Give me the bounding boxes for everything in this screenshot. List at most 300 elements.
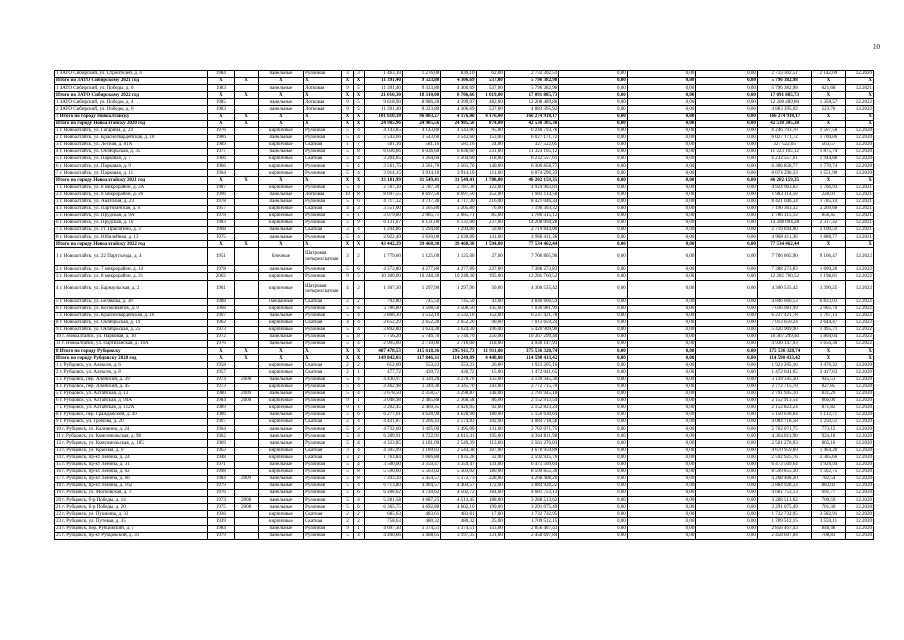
table-cell: 4 399,97 [441, 99, 476, 106]
table-cell: 7 013 659,24 [757, 319, 811, 326]
table-cell: 2 ЗАТО Сибирский, ул. Победы, д. 6 [55, 106, 208, 113]
table-cell: 5 [353, 99, 364, 106]
table-cell: 1 551,90 [812, 170, 845, 177]
table-cell: 480,32 [441, 518, 476, 525]
table-cell: X [845, 355, 873, 362]
table-cell: 0,00 [559, 170, 628, 177]
table-cell: 537,00 [476, 85, 504, 92]
table-cell: 7 343,39 [364, 475, 402, 482]
table-cell: 0,00 [696, 334, 758, 341]
table-cell: 23 г. Рубцовск, ул. Путевая, д. 35 [55, 518, 208, 525]
table-cell: 1976 [208, 127, 234, 134]
table-cell: 3 349,30 [402, 383, 440, 390]
table-cell: 1 198,81 [812, 273, 845, 280]
table-cell: 0,00 [559, 234, 628, 241]
table-cell: 27,00 [476, 248, 504, 266]
table-cell: 12.2021 [845, 227, 873, 234]
table-cell: 43,00 [476, 298, 504, 305]
table-cell: 0,00 [627, 504, 696, 511]
table-cell: 3 914,15 [364, 170, 402, 177]
table-cell: Скатная [304, 205, 342, 212]
table-cell: 0,00 [627, 419, 696, 426]
table-cell: 1964 [208, 426, 234, 433]
table-cell: 9 [342, 106, 353, 113]
table-cell: 2 652,20 [402, 319, 440, 326]
table-cell: 1 507,50 [812, 127, 845, 134]
table-cell: 227,00 [476, 266, 504, 273]
table-cell: 2008 [234, 504, 258, 511]
table-cell: 0,00 [559, 525, 628, 532]
table-cell: 12.2020 [845, 475, 873, 482]
table-cell: 2 733 302,51 [504, 71, 558, 78]
table-cell: 0,00 [559, 71, 628, 78]
table-cell: Рулонная [304, 412, 342, 419]
table-cell: 0,00 [696, 482, 758, 489]
table-cell: Рулонная [304, 468, 342, 475]
table-cell: 8 г. Новоалтайск, ул. Октябрьская, д. 19 [55, 319, 208, 326]
table-cell: 5 [353, 106, 364, 113]
table-cell: кирпичные [258, 273, 303, 280]
table-cell: 9 618,90 [364, 99, 402, 106]
table-cell: 0,00 [627, 326, 696, 333]
table-row [55, 334, 874, 341]
table-cell: блочные [258, 248, 303, 266]
table-cell: Рулонная [304, 390, 342, 397]
table-cell: 18 г. Рубцовск, пр-кт Ленина, д. 162 [55, 482, 208, 489]
table-cell: 0,00 [627, 383, 696, 390]
table-cell: Скатная [304, 156, 342, 163]
table-cell: 2 г. Рубцовск, ул. Алексея, д. 8 [55, 369, 208, 376]
table-cell: 4 930 147,93 [504, 341, 558, 348]
table-cell: 0,00 [696, 348, 758, 355]
table-cell: Рулонная [304, 127, 342, 134]
table-cell: 6 074 296,33 [757, 170, 811, 177]
table-cell: 4 883 395,92 [757, 106, 811, 113]
table-cell: 0,00 [696, 120, 758, 127]
table-cell: 2 368,58 [441, 397, 476, 404]
table-cell: 6 [353, 412, 364, 419]
table-cell: 2 485,88 [402, 397, 440, 404]
table-cell: Итого по городу Новоалтайску 2021 год [55, 177, 208, 184]
table-row [55, 234, 874, 241]
table-cell: 477,72 [364, 369, 402, 376]
table-cell: Рулонная [304, 497, 342, 504]
table-cell: 3 884 928,22 [757, 482, 811, 489]
table-cell: Рулонная [304, 234, 342, 241]
table-cell: панельные [258, 504, 303, 511]
table-cell: 1 [353, 525, 364, 532]
table-cell: 3 561,70 [402, 163, 440, 170]
table-cell: 140,00 [476, 163, 504, 170]
table-cell [234, 362, 258, 369]
table-cell: 166 274 918,17 [757, 113, 811, 120]
table-cell: 114 590 433,42 [757, 355, 811, 362]
table-cell: 153,00 [476, 134, 504, 141]
table-cell: 2009 [234, 390, 258, 397]
table-cell: 5 [342, 127, 353, 134]
table-cell: 2 710,00 [441, 341, 476, 348]
table-cell: Скатная [304, 362, 342, 369]
table-cell: 827,85 [812, 383, 845, 390]
table-cell: 12.2020 [845, 362, 873, 369]
table-cell: 106,00 [476, 326, 504, 333]
table-cell: 166 274 918,17 [504, 113, 558, 120]
table-cell: 12.2020 [845, 127, 873, 134]
table-cell: 2 [342, 298, 353, 305]
table-cell: 0,00 [559, 241, 628, 248]
table-cell: 2008 [234, 397, 258, 404]
table-cell: 4 [353, 227, 364, 234]
table-cell: 21 г. Рубцовск, б-р Победы, д. 20 [55, 504, 208, 511]
table-cell [234, 280, 258, 298]
table-cell: X [353, 78, 364, 85]
table-cell: 0,00 [559, 127, 628, 134]
table-cell: 0,00 [627, 461, 696, 468]
table-cell: 5 [342, 390, 353, 397]
table-cell: 2 [342, 362, 353, 369]
table-cell: 1971 [208, 461, 234, 468]
table-cell: 0,00 [627, 532, 696, 539]
table-cell: 6 833,03 [812, 298, 845, 305]
table-cell: 149 842,03 [364, 355, 402, 362]
table-cell: 0,00 [627, 78, 696, 85]
table-cell: 3 495,00 [402, 426, 440, 433]
table-cell: Скатная [304, 227, 342, 234]
table-cell: 4 [342, 319, 353, 326]
table-cell: 0,00 [696, 312, 758, 319]
table-cell: 3 543,60 [441, 134, 476, 141]
table-cell: 0,00 [559, 490, 628, 497]
table-cell: 0,00 [559, 85, 628, 92]
table-cell: 1 086,88 [402, 454, 440, 461]
table-cell: 581,16 [364, 141, 402, 148]
table-cell: 0,00 [627, 127, 696, 134]
table-cell [234, 468, 258, 475]
table-cell [234, 248, 258, 266]
table-cell: 184,00 [476, 490, 504, 497]
table-cell: 0,00 [559, 219, 628, 226]
table-cell: 237,00 [476, 219, 504, 226]
table-cell: 4 [353, 440, 364, 447]
table-cell: панельные [258, 71, 303, 78]
table-cell: X [208, 348, 234, 355]
table-cell: 2 [342, 518, 353, 525]
table-cell: 5 746,70 [402, 334, 440, 341]
table-cell: 12.2020 [845, 497, 873, 504]
table-cell: 2 [353, 454, 364, 461]
table-cell: 2 630,00 [441, 234, 476, 241]
table-cell: 0,00 [696, 85, 758, 92]
table-cell: 1 875,74 [812, 149, 845, 156]
table-cell: Итого по городу Рубцовску 2020 год [55, 355, 208, 362]
table-cell: 145,00 [476, 305, 504, 312]
table-cell: X [258, 348, 303, 355]
table-cell: 2 561 276,03 [757, 440, 811, 447]
table-cell: 5 [353, 273, 364, 280]
table-cell: 0,00 [696, 141, 758, 148]
table-cell: 0,00 [559, 326, 628, 333]
table-cell: 0,00 [627, 212, 696, 219]
table-row [55, 163, 874, 170]
table-row [55, 248, 874, 266]
table-cell: 0,00 [627, 490, 696, 497]
table-cell: 0,00 [627, 298, 696, 305]
table-cell: 3 048,98 [364, 397, 402, 404]
table-cell: 1 464,20 [812, 447, 845, 454]
table-cell: X [258, 355, 303, 362]
table-cell: 4 300 535,42 [757, 280, 811, 298]
table-cell: 6 232 557,61 [504, 156, 558, 163]
table-cell: 3 561,75 [364, 163, 402, 170]
table-cell: 0,00 [559, 141, 628, 148]
table-cell: 8 [353, 468, 364, 475]
table-cell: 0,00 [696, 397, 758, 404]
table-cell: 0,00 [627, 134, 696, 141]
table-cell: 2 005,70 [812, 305, 845, 312]
table-row [55, 468, 874, 475]
table-cell: 4 277,80 [441, 266, 476, 273]
table-cell: 621,68 [812, 85, 845, 92]
table-cell: 0,00 [627, 106, 696, 113]
table-cell: 1957 [208, 369, 234, 376]
table-row [55, 412, 874, 419]
table-cell: 2 385,66 [812, 454, 845, 461]
table-cell: 12.2020 [845, 141, 873, 148]
table-cell: 4 720,62 [402, 490, 440, 497]
table-cell: 8 Итого по городу Рубцовску [55, 348, 208, 355]
table-cell: 2 [353, 248, 364, 266]
table-cell: 3 189,83 [402, 447, 440, 454]
table-cell [234, 369, 258, 376]
table-cell: 0,00 [696, 454, 758, 461]
table-cell: 0,00 [559, 191, 628, 198]
table-row [55, 497, 874, 504]
table-cell: 10 г. Новоалтайск, ул. Парковая, д. 10 [55, 334, 208, 341]
table-cell: 6 246 793,76 [757, 127, 811, 134]
table-row [55, 170, 874, 177]
table-cell: 12 285 760,52 [757, 273, 811, 280]
table-cell: 0,00 [627, 447, 696, 454]
table-cell: 0,00 [696, 78, 758, 85]
table-cell: 12.2021 [845, 85, 873, 92]
table-cell: 6 277,61 [364, 412, 402, 419]
table-cell: 8 421 046,34 [504, 198, 558, 205]
table-cell: 5 [342, 219, 353, 226]
table-cell: 188,00 [476, 497, 504, 504]
table-cell: 2 358,57 [402, 390, 440, 397]
table-cell: 3 892,80 [364, 326, 402, 333]
table-cell: 1986 [208, 134, 234, 141]
table-cell: 118,00 [476, 341, 504, 348]
table-cell: Рулонная [304, 312, 342, 319]
table-cell: 1987 [208, 184, 234, 191]
table-cell: 846,48 [812, 525, 845, 532]
table-cell: 537,00 [476, 106, 504, 113]
table-cell: X [258, 120, 303, 127]
table-cell: 25,00 [476, 518, 504, 525]
table-cell: 4 968 411,36 [504, 234, 558, 241]
table-cell: 1974 [208, 376, 234, 383]
table-cell: 0,00 [559, 376, 628, 383]
table-cell: 3 266,43 [402, 419, 440, 426]
table-cell: Рулонная [304, 334, 342, 341]
table-cell: 1 786 315,12 [757, 212, 811, 219]
table-cell: 4 717,32 [364, 198, 402, 205]
table-cell [234, 163, 258, 170]
table-cell: 1964 [208, 170, 234, 177]
table-cell: 12.2021 [845, 191, 873, 198]
table-cell: 1 472 041,65 [757, 369, 811, 376]
table-cell: 5 [342, 468, 353, 475]
table-cell: 76,00 [476, 205, 504, 212]
table-cell: 3 204,60 [402, 156, 440, 163]
table-cell: 0,00 [559, 248, 628, 266]
table-cell: 8 г. Рубцовск, пер. Гражданский, д. 49 [55, 412, 208, 419]
table-cell: 3 806,10 [364, 312, 402, 319]
table-cell: 90,00 [476, 319, 504, 326]
table-cell: 3 298,87 [441, 390, 476, 397]
table-cell: панельные [258, 85, 303, 92]
table-cell: 3 468,65 [402, 532, 440, 539]
table-cell: X [208, 78, 234, 85]
table-cell: X [258, 113, 303, 120]
table-cell: кирпичные [258, 163, 303, 170]
table-cell: 0,00 [696, 280, 758, 298]
table-cell: 0,00 [559, 404, 628, 411]
table-cell: 7 [353, 141, 364, 148]
table-cell: 31 549,41 [441, 177, 476, 184]
table-cell: Скатная [304, 369, 342, 376]
table-cell: панельные [258, 440, 303, 447]
table-cell: 4 513,45 [441, 497, 476, 504]
table-cell: X [208, 241, 234, 248]
table-cell: 1975 [208, 504, 234, 511]
table-cell: 2 787,30 [441, 184, 476, 191]
table-cell: 1 690,26 [812, 266, 845, 273]
table-cell: 2 772 715,70 [504, 383, 558, 390]
table-cell: 8 697,50 [441, 191, 476, 198]
table-cell: 0,00 [627, 433, 696, 440]
table-cell: 8 421 046,34 [757, 198, 811, 205]
table-cell: 0,00 [627, 390, 696, 397]
table-cell: 18 310,08 [402, 92, 440, 99]
table-cell: панельные [258, 376, 303, 383]
table-cell: 6 г. Рубцовск, ул. Алтайская, д. 94А [55, 397, 208, 404]
table-cell: X [353, 113, 364, 120]
table-cell: 0,00 [696, 419, 758, 426]
table-cell: 4 364 811,90 [757, 433, 811, 440]
table-cell: 4 [353, 134, 364, 141]
table-cell: 102,00 [476, 419, 504, 426]
table-cell: Итого по ЗАТО Сибирскому 2021 год [55, 78, 208, 85]
table-cell: 11 391,40 [364, 78, 402, 85]
table-cell: 2 652,20 [441, 319, 476, 326]
table-cell: Рулонная [304, 525, 342, 532]
table-cell: 228,00 [476, 475, 504, 482]
table-cell: 3 320,26 [402, 376, 440, 383]
table-cell: 1 709 512,15 [504, 518, 558, 525]
table-cell: 4 176,00 [476, 113, 504, 120]
table-cell: 0,00 [559, 482, 628, 489]
table-cell: 4 628,90 [402, 412, 440, 419]
table-cell: панельные [258, 433, 303, 440]
table-cell: 3 139 345,30 [504, 376, 558, 383]
table-cell: 231,00 [476, 149, 504, 156]
table-cell: 0,00 [627, 319, 696, 326]
table-cell: 1 983 114,50 [504, 191, 558, 198]
table-cell: X [812, 92, 845, 99]
table-cell: X [812, 113, 845, 120]
table-cell: 4 [353, 341, 364, 348]
table-cell: 708,83 [812, 532, 845, 539]
table-cell: Рулонная [304, 440, 342, 447]
table-cell: 131,00 [476, 461, 504, 468]
table-cell [234, 106, 258, 113]
table-cell: 7 756,20 [364, 334, 402, 341]
table-cell: 12.2021 [845, 198, 873, 205]
table-cell: 3 291 075,49 [757, 504, 811, 511]
table-cell: 0,00 [559, 266, 628, 273]
table-cell: X [845, 241, 873, 248]
table-cell: 0,00 [627, 482, 696, 489]
table-cell: 1969 [208, 440, 234, 447]
table-cell: 0,00 [627, 312, 696, 319]
table-cell: 3 551,00 [364, 205, 402, 212]
table-cell: Рулонная [304, 383, 342, 390]
table-cell: 17 091 885,73 [757, 92, 811, 99]
table-cell [234, 319, 258, 326]
table-cell: 0,00 [627, 205, 696, 212]
table-cell: панельные [258, 390, 303, 397]
table-cell: 12 208 489,80 [757, 99, 811, 106]
table-cell: 12.2022 [845, 248, 873, 266]
table-cell: 12.2020 [845, 71, 873, 78]
table-row [55, 504, 874, 511]
table-total-row [55, 348, 874, 355]
table-cell: панельные [258, 134, 303, 141]
table-cell: 1 297,90 [441, 280, 476, 298]
table-cell: 2 458 697,84 [757, 532, 811, 539]
table-cell: 3 914,10 [441, 170, 476, 177]
table-cell: 0,00 [559, 205, 628, 212]
table-cell [234, 433, 258, 440]
table-cell: 12.2020 [845, 447, 873, 454]
table-cell: X [353, 120, 364, 127]
table-cell: 2 [353, 511, 364, 518]
table-cell: X [353, 241, 364, 248]
table-cell: 4 306,69 [441, 85, 476, 92]
table-cell [234, 412, 258, 419]
table-cell: Рулонная [304, 134, 342, 141]
table-row [55, 280, 874, 298]
table-cell: 5 [342, 383, 353, 390]
table-cell: 0,00 [696, 170, 758, 177]
table-cell: 7 036 981,99 [757, 305, 811, 312]
table-cell: 114 249,89 [441, 355, 476, 362]
table-cell: 1 770,74 [812, 163, 845, 170]
table-cell: 5 796 382,98 [504, 78, 558, 85]
table-cell: 8 706,66 [441, 92, 476, 99]
table-cell: 9 г. Новоалтайск, ул. Октябрьская, д. 25 [55, 326, 208, 333]
table-cell: 0,00 [559, 504, 628, 511]
table-cell: 2 085,71 [402, 212, 440, 219]
table-cell [234, 134, 258, 141]
table-cell: 12.2020 [845, 433, 873, 440]
table-cell: 4 [353, 234, 364, 241]
table-cell: 9 323,80 [402, 78, 440, 85]
table-cell: 0,00 [696, 134, 758, 141]
table-cell: 4 [353, 184, 364, 191]
